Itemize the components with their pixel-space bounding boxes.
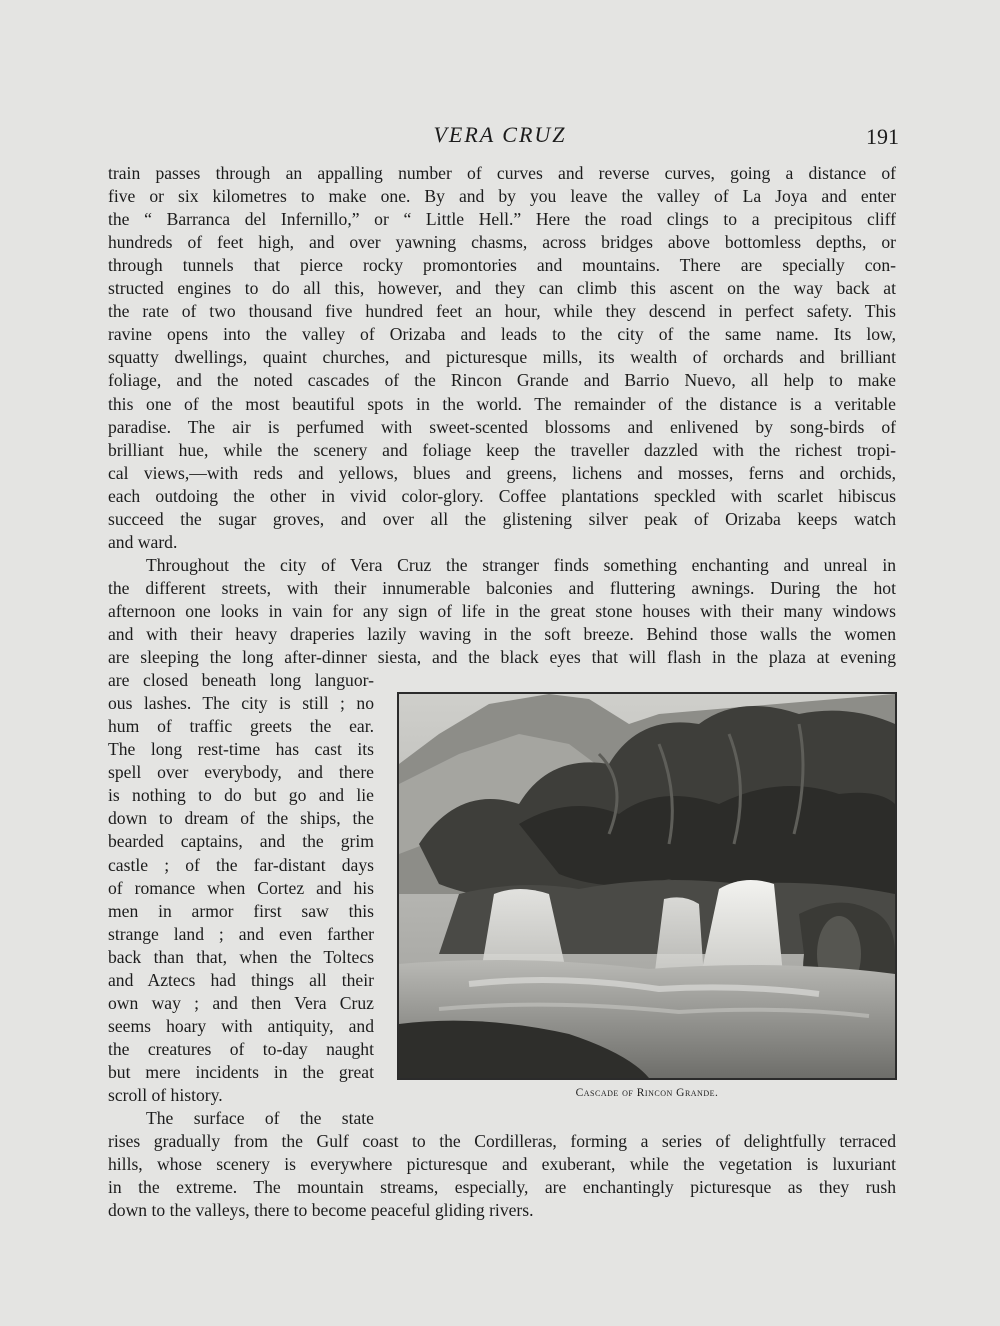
text-line: succeed the sugar groves, and over all the glistening silver peak of Orizaba keeps watch [108, 509, 896, 529]
text-line: down to the valleys, there to become peaceful gliding rivers. [108, 1200, 534, 1220]
text-line: through tunnels that pierce rocky promontories and mountains. There are specially con- [108, 255, 896, 275]
text-line: is nothing to do but go and lie [108, 785, 374, 805]
text-line: hills, whose scenery is everywhere picturesque and exuberant, while the vegetation is luxuriant [108, 1154, 896, 1174]
text-line: paradise. The air is perfumed with sweet-scented blossoms and enlivened by song-birds of [108, 417, 896, 437]
text-line: of romance when Cortez and his [108, 878, 374, 898]
text-line: the “ Barranca del Infernillo,” or “ Little Hell.” Here the road clings to a precipitous cliff [108, 209, 896, 229]
text-line: back than that, when the Toltecs [108, 947, 374, 967]
text-line: the rate of two thousand five hundred feet an hour, while they descend in perfect safety. This [108, 301, 896, 321]
waterfall-illustration [399, 694, 895, 1078]
text-line: brilliant hue, while the scenery and foliage keep the traveller dazzled with the richest tropi- [108, 440, 896, 460]
text-line: cal views,—with reds and yellows, blues and greens, lichens and mosses, ferns and orchids, [108, 463, 896, 483]
text-line: hundreds of feet high, and over yawning chasms, across bridges above bottomless depths, or [108, 232, 896, 252]
text-line: the creatures of to-day naught [108, 1039, 374, 1059]
text-line: seems hoary with antiquity, and [108, 1016, 374, 1036]
text-line: men in armor first saw this [108, 901, 374, 921]
text-line: afternoon one looks in vain for any sign of life in the great stone houses with their many windows [108, 601, 896, 621]
text-line: this one of the most beautiful spots in the world. The remainder of the distance is a veritable [108, 394, 896, 414]
text-line: foliage, and the noted cascades of the Rincon Grande and Barrio Nuevo, all help to make [108, 370, 896, 390]
text-line: the different streets, with their innumerable balconies and fluttering awnings. During the hot [108, 578, 896, 598]
text-line: train passes through an appalling number of curves and reverse curves, going a distance of [108, 163, 896, 183]
text-line: rises gradually from the Gulf coast to the Cordilleras, forming a series of delightfully terraced [108, 1131, 896, 1151]
text-line: and Aztecs had things all their [108, 970, 374, 990]
text-line: spell over everybody, and there [108, 762, 374, 782]
text-line: scroll of history. [108, 1085, 223, 1105]
text-line: and ward. [108, 532, 178, 552]
text-line: five or six kilometres to make one. By and by you leave the valley of La Joya and enter [108, 186, 896, 206]
text-line: strange land ; and even farther [108, 924, 374, 944]
text-line: own way ; and then Vera Cruz [108, 993, 374, 1013]
figure-caption: Cascade of Rincon Grande. [575, 1087, 719, 1099]
cascade-photograph [397, 692, 897, 1080]
text-line: each outdoing the other in vivid color-glory. Coffee plantations speckled with scarlet hibiscus [108, 486, 896, 506]
text-line: The surface of the state [146, 1108, 374, 1128]
text-line: hum of traffic greets the ear. [108, 716, 374, 736]
text-line: in the extreme. The mountain streams, especially, are enchantingly picturesque as they rush [108, 1177, 896, 1197]
text-line: The long rest-time has cast its [108, 739, 374, 759]
text-line: ravine opens into the valley of Orizaba and leads to the city of the same name. Its low, [108, 324, 896, 344]
text-line: and with their heavy draperies lazily waving in the soft breeze. Behind those walls the women [108, 624, 896, 644]
text-line: Throughout the city of Vera Cruz the stranger finds something enchanting and unreal in [146, 555, 896, 575]
text-line: but mere incidents in the great [108, 1062, 374, 1082]
text-line: are sleeping the long after-dinner siesta, and the black eyes that will flash in the plaza at evening [108, 647, 896, 667]
text-line: castle ; of the far-distant days [108, 855, 374, 875]
page-number: 191 [866, 124, 899, 149]
text-line: ous lashes. The city is still ; no [108, 693, 374, 713]
text-line: bearded captains, and the grim [108, 831, 374, 851]
running-title: VERA CRUZ [433, 122, 567, 147]
text-line: down to dream of the ships, the [108, 808, 374, 828]
text-line: are closed beneath long languor- [108, 670, 374, 690]
text-line: structed engines to do all this, however, and they can climb this ascent on the way back at [108, 278, 896, 298]
text-line: squatty dwellings, quaint churches, and picturesque mills, its wealth of orchards and brilliant [108, 347, 896, 367]
